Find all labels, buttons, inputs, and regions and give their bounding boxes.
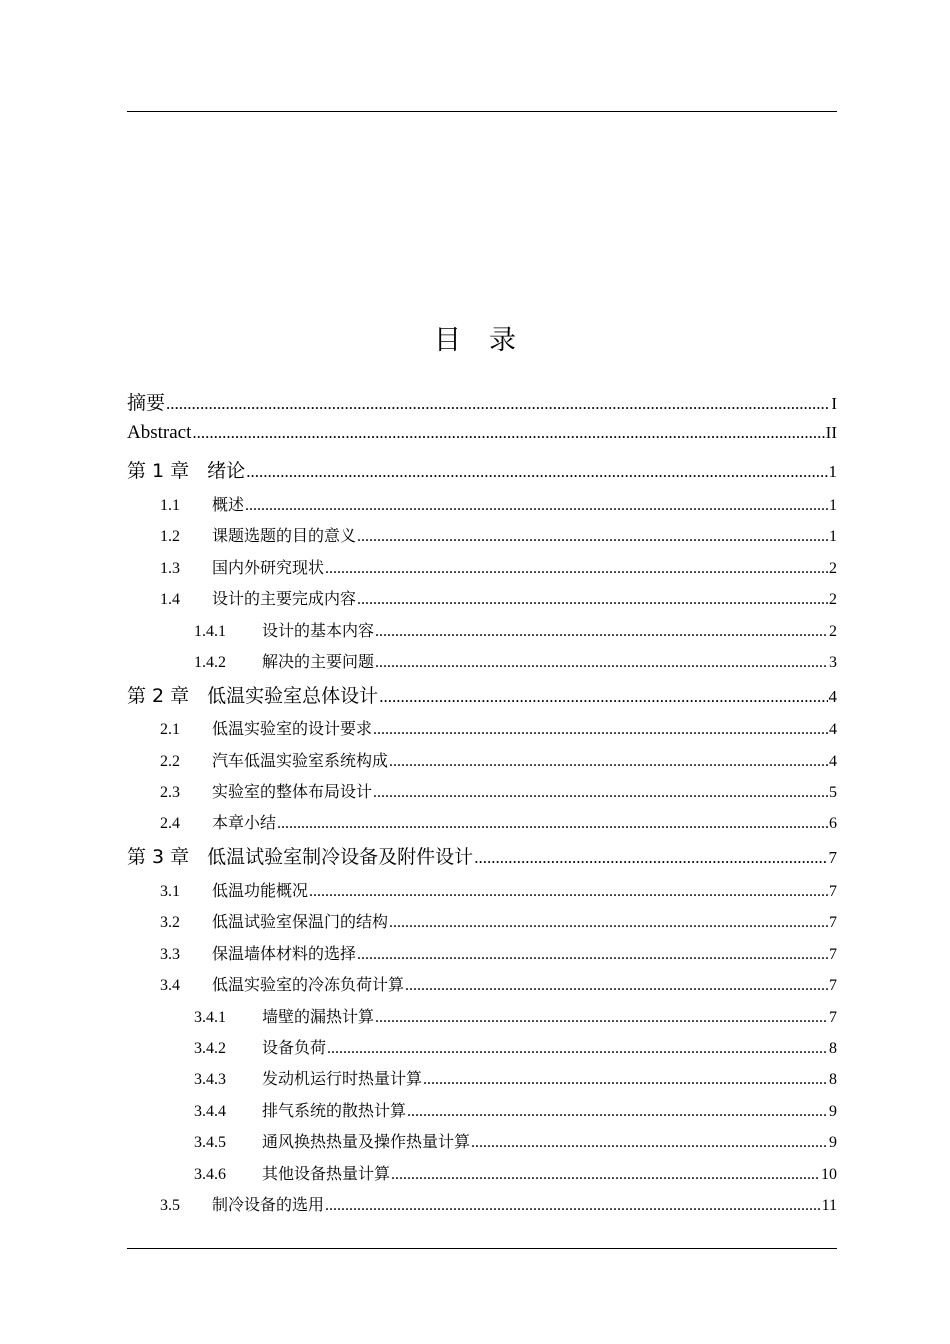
toc-entry[interactable] xyxy=(127,972,837,995)
toc-entry[interactable] xyxy=(127,748,837,771)
toc-entry-label: 低温试验室保温门的结构 xyxy=(212,912,389,931)
toc-entry-page: 9 xyxy=(829,1103,837,1120)
toc-entry-page: 8 xyxy=(829,1071,837,1088)
toc-entry-page: 8 xyxy=(829,1040,837,1057)
toc-entry-number: 2.3 xyxy=(160,784,180,801)
toc-dot-leader xyxy=(405,977,828,995)
toc-dot-leader xyxy=(375,623,828,641)
toc-entry[interactable] xyxy=(127,1004,837,1027)
toc-entry[interactable] xyxy=(127,1129,837,1152)
toc-entry[interactable] xyxy=(127,523,837,546)
toc-entry-page: 4 xyxy=(829,721,837,738)
toc-entry-number: 第 2 章 xyxy=(127,685,190,707)
toc-entry-page: 3 xyxy=(829,654,837,671)
toc-entry[interactable] xyxy=(127,909,837,932)
toc-entry[interactable] xyxy=(127,1098,837,1121)
toc-entry-label: 低温试验室制冷设备及附件设计 xyxy=(207,846,474,868)
toc-entry-page: 2 xyxy=(829,623,837,640)
toc-entry[interactable] xyxy=(127,456,837,483)
toc-entry[interactable] xyxy=(127,1161,837,1184)
toc-entry-page: 2 xyxy=(829,560,837,577)
toc-dot-leader xyxy=(391,1166,820,1184)
toc-entry[interactable] xyxy=(127,492,837,515)
toc-entry-label: 低温实验室总体设计 xyxy=(207,685,379,707)
toc-entry-label: 设备负荷 xyxy=(262,1038,327,1057)
toc-entry-page: 2 xyxy=(829,591,837,608)
toc-entry-number: 3.4.5 xyxy=(194,1134,226,1151)
toc-entry-number: 2.2 xyxy=(160,753,180,770)
toc-entry-label: 汽车低温实验室系统构成 xyxy=(212,751,389,770)
toc-entry[interactable] xyxy=(127,586,837,609)
toc-entry-number: 1.1 xyxy=(160,497,180,514)
toc-dot-leader xyxy=(389,753,828,771)
toc-entry-page: 1 xyxy=(829,528,837,545)
toc-dot-leader xyxy=(373,784,828,802)
toc-dot-leader xyxy=(423,1071,828,1089)
toc-entry-label: 制冷设备的选用 xyxy=(212,1195,325,1214)
toc-entry[interactable] xyxy=(127,941,837,964)
toc-entry-number: 3.4 xyxy=(160,977,180,994)
toc-dot-leader xyxy=(357,591,828,609)
toc-entry-label: Abstract xyxy=(127,422,192,443)
toc-dot-leader xyxy=(375,654,828,672)
toc-entry-label: 绪论 xyxy=(207,460,246,482)
toc-dot-leader xyxy=(327,1040,828,1058)
toc-entry-page: 9 xyxy=(829,1134,837,1151)
toc-entry-page: 4 xyxy=(828,687,837,706)
toc-entry-number: 3.1 xyxy=(160,883,180,900)
toc-entry[interactable] xyxy=(127,1192,837,1215)
toc-dot-leader xyxy=(375,1009,828,1027)
toc-entry-number: 3.4.6 xyxy=(194,1166,226,1183)
toc-entry-page: I xyxy=(831,394,837,413)
toc-entry[interactable] xyxy=(127,649,837,672)
toc-dot-leader xyxy=(166,394,830,414)
toc-entry-page: 5 xyxy=(829,784,837,801)
toc-entry-page: 6 xyxy=(829,815,837,832)
toc-entry-number: 1.4.2 xyxy=(194,654,226,671)
toc-dot-leader xyxy=(309,883,828,901)
toc-dot-leader xyxy=(192,423,824,443)
page-title xyxy=(0,318,950,357)
toc-dot-leader xyxy=(277,815,828,833)
toc-entry-number: 3.4.2 xyxy=(194,1040,226,1057)
toc-entry[interactable] xyxy=(127,555,837,578)
toc-entry-number: 1.4 xyxy=(160,591,180,608)
toc-entry[interactable] xyxy=(127,388,837,415)
toc-dot-leader xyxy=(245,497,828,515)
toc-entry[interactable] xyxy=(127,842,837,869)
toc-entry-page: 11 xyxy=(821,1197,837,1214)
toc-entry-page: 1 xyxy=(829,497,837,514)
toc-entry-number: 1.3 xyxy=(160,560,180,577)
toc-dot-leader xyxy=(474,848,827,868)
toc-entry-label: 低温实验室的设计要求 xyxy=(212,719,373,738)
toc-entry[interactable] xyxy=(127,1035,837,1058)
toc-dot-leader xyxy=(357,528,828,546)
toc-entry-label: 课题选题的目的意义 xyxy=(212,526,357,545)
toc-dot-leader xyxy=(246,462,827,482)
toc-entry-page: 7 xyxy=(829,914,837,931)
toc-entry-label: 通风换热热量及操作热量计算 xyxy=(262,1132,471,1151)
toc-entry-label: 实验室的整体布局设计 xyxy=(212,782,373,801)
toc-dot-leader xyxy=(325,1197,821,1215)
toc-entry-label: 发动机运行时热量计算 xyxy=(262,1069,423,1088)
toc-entry[interactable] xyxy=(127,810,837,833)
page-title-char-1: 目 xyxy=(434,325,461,356)
toc-dot-leader xyxy=(373,721,828,739)
toc-dot-leader xyxy=(471,1134,828,1152)
toc-entry-number: 3.5 xyxy=(160,1197,180,1214)
toc-entry-page: II xyxy=(825,423,837,442)
toc-entry-page: 7 xyxy=(829,1009,837,1026)
toc-entry-label: 保温墙体材料的选择 xyxy=(212,944,357,963)
toc-entry-number: 2.1 xyxy=(160,721,180,738)
toc-entry-label: 墙壁的漏热计算 xyxy=(262,1007,375,1026)
toc-dot-leader xyxy=(407,1103,828,1121)
header-rule xyxy=(127,111,837,112)
toc-entry[interactable] xyxy=(127,681,837,708)
toc-entry[interactable] xyxy=(127,1066,837,1089)
toc-entry-page: 7 xyxy=(829,883,837,900)
toc-entry-page: 4 xyxy=(829,753,837,770)
toc-entry-page: 7 xyxy=(829,977,837,994)
toc-entry-label: 本章小结 xyxy=(212,813,277,832)
toc-entry-number: 3.4.4 xyxy=(194,1103,226,1120)
page-title-char-2: 录 xyxy=(489,325,516,356)
toc-entry-label: 其他设备热量计算 xyxy=(262,1164,391,1183)
toc-entry-number: 3.2 xyxy=(160,914,180,931)
toc-entry-label: 概述 xyxy=(212,495,245,514)
toc-entry-number: 1.2 xyxy=(160,528,180,545)
toc-entry-number: 第 3 章 xyxy=(127,846,190,868)
toc-entry-label: 设计的主要完成内容 xyxy=(212,589,357,608)
toc-entry-page: 10 xyxy=(821,1166,837,1183)
footer-rule xyxy=(127,1248,837,1249)
toc-entry-label: 低温功能概况 xyxy=(212,881,309,900)
toc-entry[interactable] xyxy=(127,878,837,901)
toc-entry-label: 低温实验室的冷冻负荷计算 xyxy=(212,975,405,994)
toc-dot-leader xyxy=(325,560,828,578)
toc-dot-leader xyxy=(357,946,828,964)
toc-dot-leader xyxy=(379,687,827,707)
toc-entry-label: 国内外研究现状 xyxy=(212,558,325,577)
toc-entry[interactable] xyxy=(127,779,837,802)
toc-entry-label: 解决的主要问题 xyxy=(262,652,375,671)
toc-entry[interactable] xyxy=(127,716,837,739)
toc-entry-number: 3.3 xyxy=(160,946,180,963)
toc-entry-label: 排气系统的散热计算 xyxy=(262,1101,407,1120)
toc-entry[interactable] xyxy=(127,422,837,444)
toc-entry-page: 1 xyxy=(828,462,837,481)
toc-entry-number: 3.4.3 xyxy=(194,1071,226,1088)
toc-entry-number: 第 1 章 xyxy=(127,460,190,482)
toc-entry-number: 2.4 xyxy=(160,815,180,832)
toc-dot-leader xyxy=(389,914,828,932)
toc-entry-page: 7 xyxy=(828,848,837,867)
toc-entry-page: 7 xyxy=(829,946,837,963)
toc-entry-label: 设计的基本内容 xyxy=(262,621,375,640)
toc-entry-label: 摘要 xyxy=(127,392,166,414)
toc-entry[interactable] xyxy=(127,618,837,641)
toc-entry-number: 1.4.1 xyxy=(194,623,226,640)
toc-entry-number: 3.4.1 xyxy=(194,1009,226,1026)
